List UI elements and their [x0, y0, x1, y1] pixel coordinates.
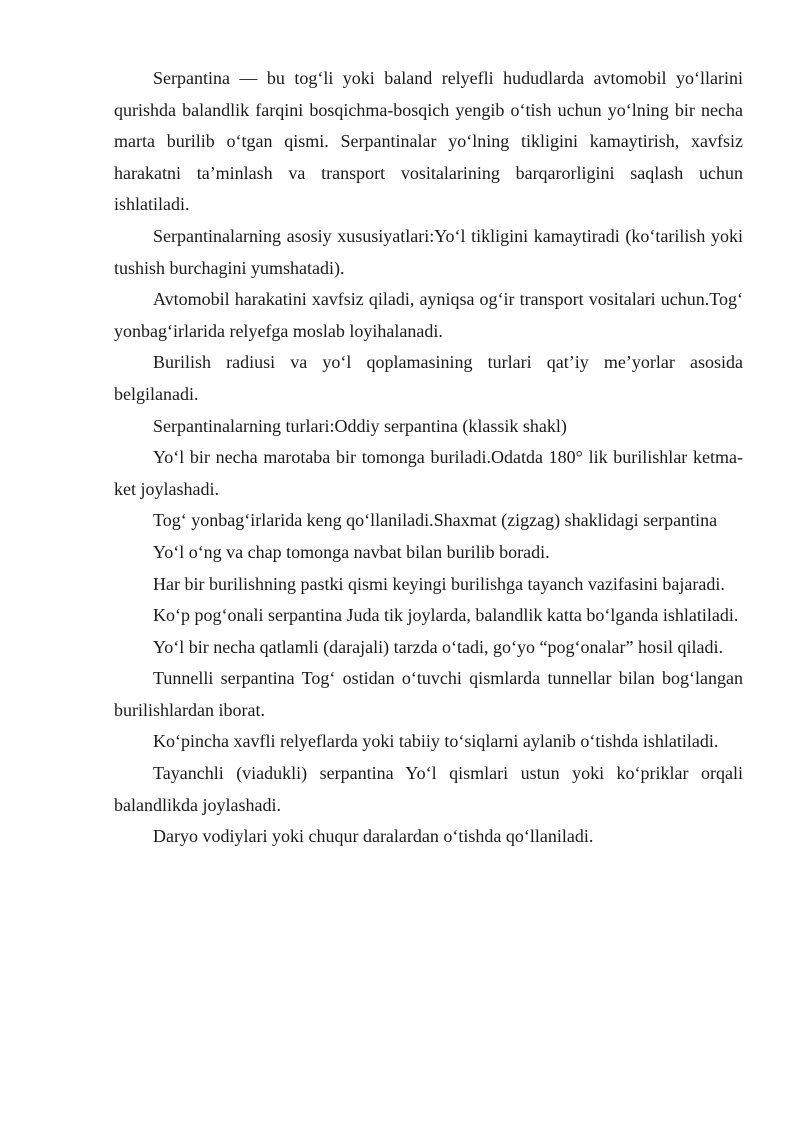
- paragraph-types-intro: Serpantinalarning turlari:Oddiy serpantina (klassik shakl): [153, 415, 567, 436]
- paragraph-safety: Avtomobil harakatini xavfsiz qiladi, ayniqsa og‘ir transport vositalari uchun.Tog‘ yonbag‘irlarida relyefga moslab loyihalanadi.: [114, 289, 743, 341]
- paragraph-radius: Burilish radiusi va yo‘l qoplamasining turlari qat’iy me’yorlar asosida belgilanadi.: [114, 352, 743, 404]
- paragraph-classic-turns: Yo‘l bir necha marotaba bir tomonga buriladi.Odatda 180° lik burilishlar ketma-ket joylashadi.: [114, 447, 743, 499]
- paragraph-tunnel-usage: Ko‘pincha xavfli relyeflarda yoki tabiiy to‘siqlarni aylanib o‘tishda ishlatiladi.: [153, 731, 719, 752]
- paragraph-definition: Serpantina — bu tog‘li yoki baland relyefli hududlarda avtomobil yo‘llarini qurishda balandlik farqini bosqichma-bosqich yengib o‘tish uchun yo‘lning bir necha marta burilib o‘tgan qismi. Serpantinalar yo‘lning tikligini kamaytirish, xavfsiz harakatni ta’minlash va transport vositalarining barqarorligini saqlash uchun ishlatiladi.: [114, 68, 743, 215]
- paragraph-multilevel-intro: Ko‘p pog‘onali serpantina Juda tik joylarda, balandlik katta bo‘lganda ishlatiladi.: [153, 605, 739, 626]
- paragraph-viaduct-usage: Daryo vodiylari yoki chuqur daralardan o‘tishda qo‘llaniladi.: [153, 826, 594, 847]
- paragraph-multilevel-layers: Yo‘l bir necha qatlamli (darajali) tarzda o‘tadi, go‘yo “pog‘onalar” hosil qiladi.: [153, 636, 723, 657]
- paragraph-features-intro: Serpantinalarning asosiy xususiyatlari:Yo‘l tikligini kamaytiradi (ko‘tarilish yoki tushish burchagini yumshatadi).: [114, 225, 743, 278]
- paragraph-zigzag-intro: Tog‘ yonbag‘irlarida keng qo‘llaniladi.Shaxmat (zigzag) shaklidagi serpantina: [153, 510, 718, 531]
- paragraph-tunnel-intro: Tunnelli serpantina Tog‘ ostidan o‘tuvchi qismlarda tunnellar bilan bog‘langan burilishlardan iborat.: [114, 668, 743, 720]
- paragraph-zigzag-support: Har bir burilishning pastki qismi keyingi burilishga tayanch vazifasini bajaradi.: [153, 573, 725, 594]
- paragraph-viaduct-intro: Tayanchli (viadukli) serpantina Yo‘l qismlari ustun yoki ko‘priklar orqali balandlikda joylashadi.: [114, 763, 743, 815]
- paragraph-zigzag-turns: Yo‘l o‘ng va chap tomonga navbat bilan burilib boradi.: [153, 541, 550, 562]
